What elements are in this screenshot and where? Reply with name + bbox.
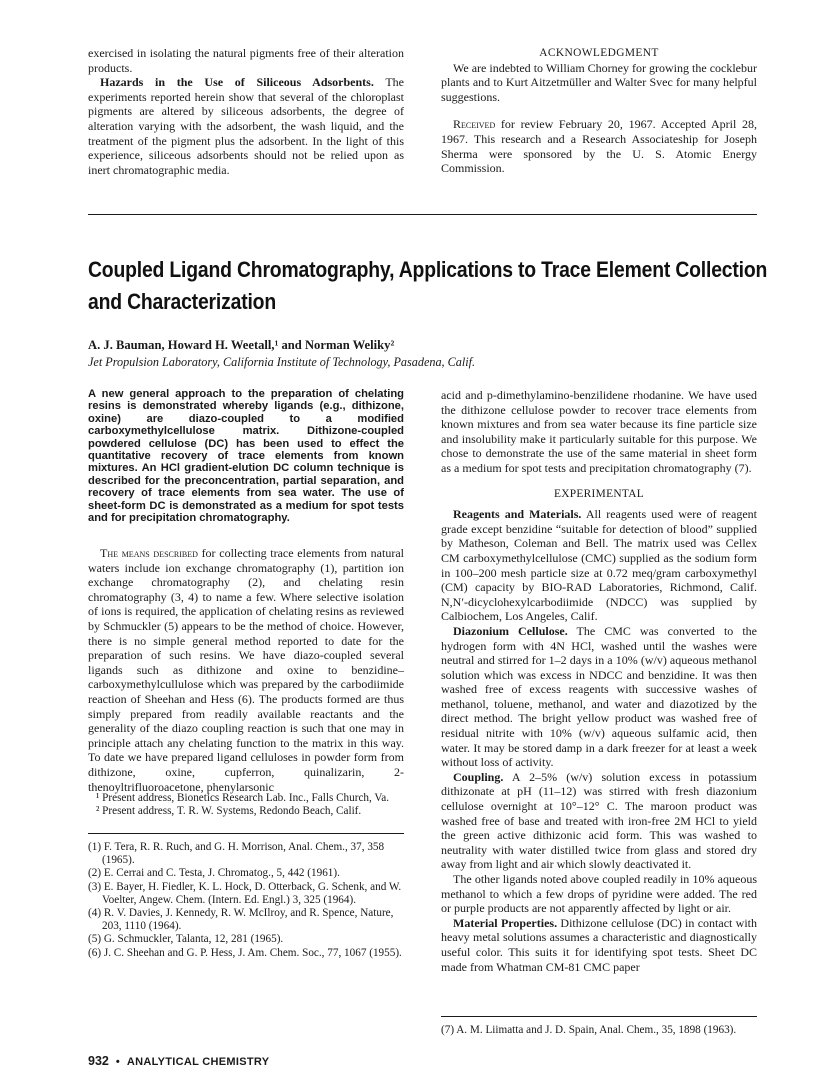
diazonium-paragraph	[441, 624, 757, 770]
reagents-paragraph	[441, 507, 757, 624]
reference-item: (1) F. Tera, R. R. Ruch, and G. H. Morrison, Anal. Chem., 37, 358 (1965).	[88, 841, 385, 867]
reference-item: (4) R. V. Davies, J. Kennedy, R. W. McIlroy, and R. Spence, Nature, 203, 1110 (1964).	[88, 907, 394, 933]
experimental-heading: EXPERIMENTAL	[553, 487, 644, 500]
coupling-text: A 2–5% (w/v) solution excess in potassium dithizonate at pH (11–12) was stirred with fresh diazonium cellulose overnight at 10°–12° C. The maroon product was washed free of base and treated with iron-free 2M HCl to yield the green active dithizonic acid form. This was washed to neutrality with water distilled twice from glass and stored dry away from light and air which slowly deactivated it.	[441, 769, 757, 872]
diazonium-text: The CMC was converted to the hydrogen form with 4N HCl, washed until the washes were neutral and stirred for 1–2 days in a 10% (w/v) aqueous methanol solution which was excess in NDCC and benzidine. It was then washed free of excess reagents with successive washes of methanol, toluene, methanol, and water and diazotized by the direct method. The bright yellow product was washed free of residual nitrite with 10% (w/v) aqueous sulfamic acid, then water. It may be stored damp in a dark freezer for at least a week without loss of activity.	[441, 623, 757, 770]
reagents-text: All reagents used were of reagent grade except benzidine “suitable for detection of blood” supplied by Matheson, Coleman and Bell. The matrix used was Cellex CM carboxymethylcellulose (CMC) supplied as the sodium form in 100–200 mesh particle size at 0.72 meq/gram carboxymethyl (CM) capacity by BIO-RAD Laboratories, Richmond, Calif. N,N′-dicyclohexylcarbodiimide (NDCC) was supplied by Calbiochem, Los Angeles, Calif.	[441, 507, 757, 624]
material-paragraph	[441, 916, 757, 974]
reference-item: (5) G. Schmuckler, Talanta, 12, 281 (1965).	[88, 933, 284, 946]
right-reference: (7) A. M. Liimatta and J. D. Spain, Anal. Chem., 35, 1898 (1963).	[441, 1024, 737, 1036]
article-title: Coupled Ligand Chromatography, Applications to Trace Element Collection and Characterization	[88, 257, 768, 314]
reference-item: (2) E. Cerrai and C. Testa, J. Chromatog., 5, 442 (1961).	[88, 867, 340, 880]
received-text: for review February 20, 1967. Accepted April 28, 1967. This research and a Research Associateship for Joseph Sherma were sponsored by the U. S. Atomic Energy Commission.	[441, 117, 757, 176]
diazonium-heading: Diazonium Cellulose.	[453, 623, 568, 638]
other-ligands-paragraph: The other ligands noted above coupled readily in 10% aqueous methanol to which a few drops of pyridine were added. The red or purple products are not apparently affected by light or air.	[441, 872, 757, 916]
hazards-text: The experiments reported herein show that several of the chloroplast pigments are altered by siliceous adsorbents, the degree of alteration varying with the adsorbent, the wash liquid, and the treatment of the pigment plus the adsorbent. In the light of this experience, siliceous adsorbents should not be relied upon as inert chromatographic media.	[88, 75, 404, 177]
acknowledgment-text: We are indebted to William Chorney for growing the cocklebur plants and to Kurt Aitzetmüller and Walter Svec for many helpful suggestions.	[441, 60, 757, 104]
article-affiliation: Jet Propulsion Laboratory, California Institute of Technology, Pasadena, Calif.	[88, 355, 476, 369]
received-paragraph	[441, 117, 757, 175]
footnote: ¹ Present address, Bionetics Research Lab. Inc., Falls Church, Va.	[96, 792, 390, 804]
page-footer	[88, 1054, 269, 1068]
hazards-paragraph	[88, 75, 404, 177]
coupling-paragraph	[441, 770, 757, 872]
article-authors: A. J. Bauman, Howard H. Weetall,¹ and Norman Weliky²	[88, 338, 395, 352]
intro-lead: The means described	[100, 546, 198, 560]
footnote: ² Present address, T. R. W. Systems, Redondo Beach, Calif.	[96, 805, 362, 818]
previous-article-left-column	[88, 46, 404, 177]
right-references-rule	[441, 1016, 757, 1017]
acknowledgment-heading: ACKNOWLEDGMENT	[539, 47, 659, 59]
journal-name: ANALYTICAL CHEMISTRY	[126, 1056, 270, 1068]
received-label: Received	[453, 117, 496, 132]
introduction	[88, 546, 404, 794]
reference-item: (3) E. Bayer, H. Fiedler, K. L. Hock, D. Otterback, G. Schenk, and W. Voelter, Angew. Chem. (Intern. Ed. Engl.) 3, 325 (1964).	[88, 880, 402, 906]
author-footnotes	[88, 792, 404, 818]
page-number: 932	[88, 1054, 109, 1068]
references-left	[88, 841, 404, 960]
previous-article-right-column	[441, 46, 757, 176]
right-intro-paragraph: acid and p-dimethylamino-benzilidene rhodanine. We have used the dithizone cellulose powder to recover trace elements from known mixtures and from sea water because its fine particle size and insolubility make it particularly suitable for this purpose. We chose to demonstrate the use of the same material in sheet form as a medium for spot tests and precipitation chromatography (7).	[441, 388, 757, 475]
article-separator-rule	[88, 214, 757, 215]
coupling-heading: Coupling.	[453, 769, 504, 784]
intro-text: for collecting trace elements from natural waters include ion exchange chromatography (1), partition ion exchange chromatography (2), and chelating resin chromatography (3, 4) to name a few. Where selective isolation of ions is required, the application of chelating resins as reviewed by Schmuckler (5) appears to be the method of choice. However, there is no simple general method reported to date for the preparation of such resins. We have diazo-coupled several ligands such as dithizone and oxine to benzidine–carboxymethylcullulose which was prepared by the carbodiimide reaction of Sheehan and Hess (6). The products formed are thus simply prepared from readily available reactants and the generality of the diazo coupling reaction is such that one may in principle attach any chelating function to the matrix in this way. To date we have prepared ligand celluloses in powder form from dithizone, oxine, cupferron, quinalizarin, 2-thenoyltrifluoroacetone, phenylarsonic	[88, 546, 404, 794]
material-text: Dithizone cellulose (DC) in contact with heavy metal solutions assumes a characteristic and diagnostically useful color. This suits it for identifying spot tests. Sheet DC made from Whatman CM-81 CMC paper	[441, 915, 758, 974]
right-column-body	[441, 388, 757, 974]
hazards-heading: Hazards in the Use of Siliceous Adsorbents.	[100, 75, 374, 90]
previous-paragraph: exercised in isolating the natural pigments free of their alteration products.	[88, 46, 404, 75]
reference-item: (6) J. C. Sheehan and G. P. Hess, J. Am. Chem. Soc., 77, 1067 (1955).	[88, 946, 402, 959]
abstract: A new general approach to the preparation of chelating resins is demonstrated whereby ligands (e.g., dithizone, oxine) are diazo-coupled to a modified carboxymethylcellulose matrix. Dithizone-coupled powdered cellulose (DC) has been used to effect the quantitative recovery of trace elements from known mixtures. An HCl gradient-elution DC column technique is described for the preconcentration, partial separation, and recovery of trace elements from sea water. The use of sheet-form DC is demonstrated as a medium for spot tests and for precipitation chromatography.	[88, 388, 404, 525]
reagents-heading: Reagents and Materials.	[453, 507, 582, 522]
references-rule	[88, 833, 404, 834]
material-heading: Material Properties.	[453, 915, 558, 930]
footer-bullet: •	[115, 1056, 120, 1068]
